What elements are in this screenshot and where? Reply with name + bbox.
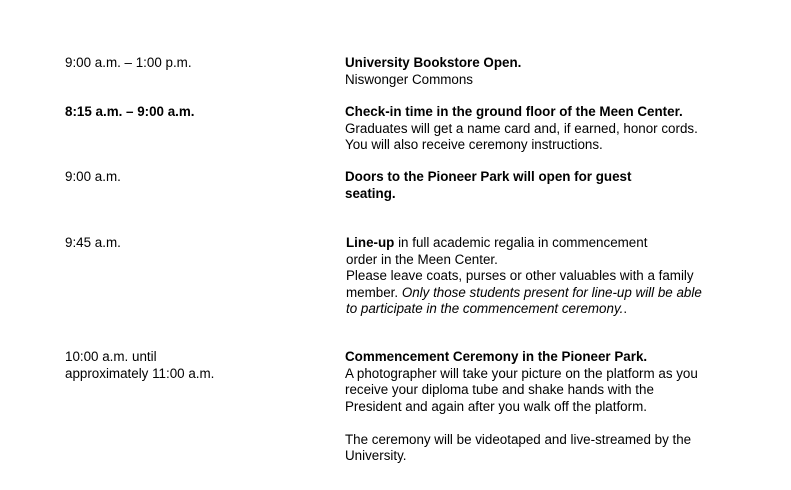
entry-description — [345, 169, 765, 202]
entry-title: University Bookstore Open. — [345, 55, 522, 70]
entry-time — [65, 104, 325, 121]
entry-body-line: receive your diploma tube and shake hands with the — [345, 382, 654, 397]
entry-mixed-line — [346, 285, 766, 302]
time-line: 8:15 a.m. – 9:00 a.m. — [65, 104, 195, 119]
entry-description — [346, 235, 766, 318]
entry-first-line — [346, 235, 766, 252]
entry-body-line: You will also receive ceremony instructions. — [345, 137, 603, 152]
entry-title-line: Doors to the Pioneer Park will open for guest — [345, 169, 632, 184]
entry-time — [65, 55, 325, 72]
time-line: 10:00 a.m. until — [65, 349, 157, 364]
entry-title-rest: in full academic regalia in commencement — [394, 235, 648, 250]
time-line: approximately 11:00 a.m. — [65, 365, 215, 381]
entry-title: Line-up — [346, 235, 395, 250]
entry-description — [345, 349, 765, 465]
entry-mixed-line — [346, 301, 766, 318]
entry-note-line: The ceremony will be videotaped and live-streamed by the — [345, 431, 692, 447]
entry-title: Commencement Ceremony in the Pioneer Park. — [345, 349, 648, 364]
entry-body-line: Graduates will get a name card and, if earned, honor cords. — [345, 120, 698, 136]
entry-time — [65, 349, 325, 382]
entry-body-line: A photographer will take your picture on the platform as you — [345, 365, 698, 381]
entry-body-line: Please leave coats, purses or other valuables with a family — [346, 268, 694, 283]
entry-body-line: President and again after you walk off the platform. — [345, 398, 647, 414]
entry-description — [345, 55, 765, 88]
entry-title-line: seating. — [345, 185, 396, 201]
entry-body-prefix: member. — [346, 284, 402, 300]
entry-time — [65, 235, 325, 252]
time-line: 9:00 a.m. — [65, 169, 121, 184]
entry-italic-note: to participate in the commencement ceremony. — [346, 301, 624, 316]
entry-location: Niswonger Commons — [345, 71, 473, 87]
entry-title: Check-in time in the ground floor of the Meen Center. — [345, 104, 683, 119]
entry-note-line: University. — [345, 448, 407, 463]
entry-description — [345, 104, 765, 154]
entry-body-line: order in the Meen Center. — [346, 251, 498, 267]
time-line: 9:45 a.m. — [65, 235, 121, 250]
time-line: 9:00 a.m. – 1:00 p.m. — [65, 55, 192, 70]
entry-time — [65, 169, 325, 186]
entry-italic-note: Only those students present for line-up will be able — [401, 284, 702, 300]
entry-italic-suffix: . — [623, 301, 628, 316]
